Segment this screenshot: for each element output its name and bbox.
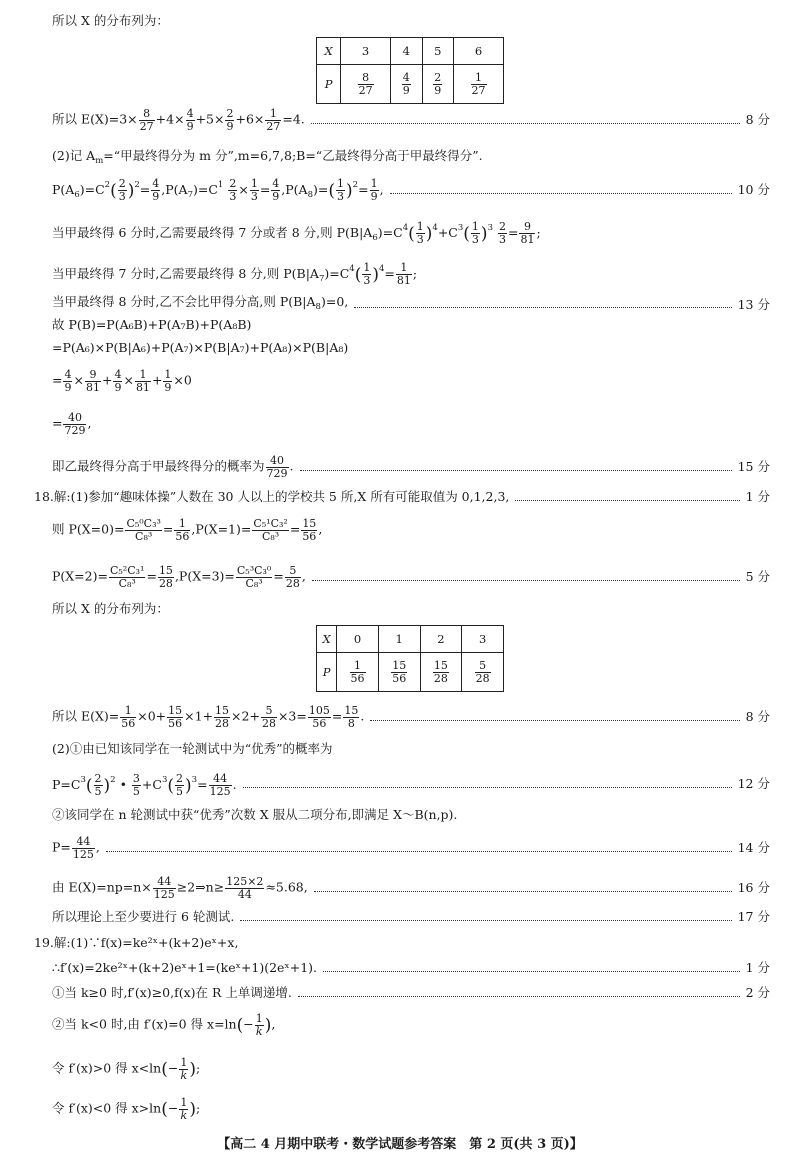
line-q19-intro: 19.解:(1)∵f(x)=ke²ˣ+(k+2)eˣ+x, [34,935,239,950]
leader-dots [515,500,739,501]
line-distribution-heading-1 [52,12,770,30]
line-total-prob-2: =P(A₆)×P(B|A₆)+P(A₇)×P(B|A₇)+P(A₈)×P(B|A₈) [52,340,349,355]
line-conclusion-17: 即乙最终得分高于甲最终得分的概率为 $\frac{40}{729}$ . 15 分 [52,454,770,480]
leader-dots [323,971,740,972]
table2-x-label: X [317,626,337,653]
line-case-8: 当甲最终得 8 分时,乙不会比甲得分高,则 $P(B|A_8)=0$, 13 分 [52,294,770,312]
line-total-prob-4: = $\frac{40}{729}$ , [52,411,92,437]
leader-dots [243,787,732,788]
line-probabilities-a: $P(A_6)=C^2$( $\frac{2}{3}$ )$^2$= $\frac{4}{9}$ $,P(A_7)=C^1$ $\frac{2}{3}$ × $\frac{1}{3}$ = $\frac{4}{9}$ $,P(A_8)=$( $\frac{1}{3}$ )$^2$= $\frac{1}{9}$ , 10 分 [52,177,770,203]
score-label: 8 分 [745,112,770,128]
table2-x-2: 2 [420,626,462,653]
score-label: 1 分 [745,960,770,975]
line-total-prob-1: 故 P(B)=P(A₆B)+P(A₇B)+P(A₈B) [52,317,252,332]
table2-p-3: $\frac{5}{28}$ [462,653,504,692]
score-label: 5 分 [745,569,770,585]
line-expectation-1: 所以 E(X)=3× $\frac{8}{27}$ +4× $\frac{4}{9}$ +5× $\frac{2}{9}$ +6× $\frac{1}{27}$ =4. 8 分 [52,107,770,133]
leader-dots [106,851,732,852]
table1-x-2: 5 [422,38,454,65]
leader-dots [312,580,740,581]
distribution-table-2 [316,625,504,692]
table2-x-3: 3 [462,626,504,653]
score-label: 10 分 [737,182,770,197]
table1-x-label: X [317,38,341,65]
line-q18-inequality: 由 E(X)=np=n× $\frac{44}{125}$ ≥2⇒n≥ $\frac{125\times 2}{44}$ ≈5.68, 16 分 [52,875,770,901]
line-q19-case2: ②当 k<0 时,由 f′(x)=0 得 x=ln(− $\frac{1}{k}$ ), [52,1012,276,1038]
leader-dots [300,470,732,471]
question-number: 18. [34,489,54,504]
line-q19-increase: 令 f′(x)>0 得 x<ln(− $\frac{1}{k}$ ); [52,1056,201,1082]
table1-p-3: $\frac{1}{27}$ [454,65,504,104]
table1-x-3: 6 [454,38,504,65]
line-q18-prob-23: P(X=2)= $\frac{\text{C₅²C₃¹}}{\text{C₈³}}$ = $\frac{15}{28}$ ,P(X=3)= $\frac{\text{C₅³C₃⁰}}{\text{C₈³}}$ = $\frac{5}{28}$ , 5 分 [52,564,770,590]
score-label: 8 分 [745,709,770,725]
line-q18-prob-01: 则 P(X=0)= $\frac{\text{C₅⁰C₃³}}{\text{C₈³}}$ = $\frac{1}{56}$ ,P(X=1)= $\frac{\text{C₅¹C₃²}}{\text{C₈³}}$ = $\frac{15}{56}$ , [52,517,323,543]
line-q19-decrease: 令 f′(x)<0 得 x>ln(− $\frac{1}{k}$ ); [52,1096,201,1122]
question-number: 19. [34,935,54,950]
score-label: 12 分 [737,776,770,792]
line-q19-derivative: ∴f′(x)=2ke²ˣ+(k+2)eˣ+1=(keˣ+1)(2eˣ+1). 1 分 [52,960,770,975]
line-q18-part2: (2)①由已知该同学在一轮测试中为“优秀”的概率为 [52,741,333,756]
text: 所以 X 的分布列为： [52,13,169,28]
leader-dots [390,193,732,194]
leader-dots [240,920,731,921]
line-q18-p-excellent: $P=C^3$( $\frac{2}{5}$ )$^2$ • $\frac{3}{5}$ $+C^3$( $\frac{2}{5}$ )$^3$= $\frac{44}{125}$ . 12 分 [52,772,770,798]
table1-p-2: $\frac{2}{9}$ [422,65,454,104]
table1-p-label: P [317,65,341,104]
score-label: 16 分 [737,880,770,896]
line-total-prob-3: = $\frac{4}{9}$ × $\frac{9}{81}$ + $\frac{4}{9}$ × $\frac{1}{81}$ + $\frac{1}{9}$ ×0 [52,368,192,394]
line-case-6: 当甲最终得 6 分时,乙需要最终得 7 分或者 8 分,则 $P(B|A_6)=C^4$( $\frac{1}{3}$ )$^4+C^3$( $\frac{1}{3}$ )$^3$ $\frac{2}{3}$ = $\frac{9}{81}$ ; [52,220,541,246]
table2-p-2: $\frac{15}{28}$ [420,653,462,692]
table1-x-1: 4 [391,38,423,65]
line-q18-conclusion: 所以理论上至少要进行 6 轮测试. 17 分 [52,909,770,924]
score-label: 14 分 [737,840,770,856]
leader-dots [298,996,740,997]
table1-x-0: 3 [341,38,391,65]
line-q18-binomial: ②该同学在 n 轮测试中获“优秀”次数 X 服从二项分布,即满足 X～B(n,p). [52,807,458,822]
score-label: 2 分 [745,985,770,1000]
score-label: 15 分 [737,459,770,475]
table2-x-0: 0 [337,626,379,653]
table2-p-1: $\frac{15}{56}$ [378,653,420,692]
line-define-events: (2)记 $A_m=“$甲最终得分为 m 分”,m=6,7,8;B=“乙最终得分高于甲最终得分”. [52,148,483,166]
leader-dots [370,720,739,721]
line-expectation-2: 所以 E(X)= $\frac{1}{56}$ ×0+ $\frac{15}{56}$ ×1+ $\frac{15}{28}$ ×2+ $\frac{5}{28}$ ×3= $\frac{105}{56}$ = $\frac{15}{8}$ . 8 分 [52,704,770,730]
table1-p-1: $\frac{4}{9}$ [391,65,423,104]
page-footer: 【高二 4 月期中联考・数学试题参考答案 第 2 页(共 3 页)】 [217,1137,583,1152]
distribution-table-1 [316,37,504,104]
line-distribution-heading-2: 所以 X 的分布列为： [52,601,169,616]
leader-dots [311,123,740,124]
line-case-7: 当甲最终得 7 分时,乙需要最终得 8 分,则 $P(B|A_7)=C^4$( $\frac{1}{3}$ )$^4$= $\frac{1}{81}$ ; [52,261,418,287]
line-q19-case1: ①当 k≥0 时,f′(x)≥0,f(x)在 R 上单调递增. 2 分 [52,985,770,1000]
score-label: 1 分 [745,489,770,504]
table2-p-label: P [317,653,337,692]
line-q18-intro: 18.解:(1)参加“趣味体操”人数在 30 人以上的学校共 5 所,X 所有可能取值为 0,1,2,3, 1 分 [34,489,770,504]
leader-dots [314,891,732,892]
score-label: 17 分 [737,909,770,924]
table1-p-0: $\frac{8}{27}$ [341,65,391,104]
score-label: 13 分 [737,296,770,312]
table2-p-0: $\frac{1}{56}$ [337,653,379,692]
leader-dots [354,307,731,308]
line-q18-p-value: P= $\frac{44}{125}$ , 14 分 [52,835,770,861]
table2-x-1: 1 [378,626,420,653]
